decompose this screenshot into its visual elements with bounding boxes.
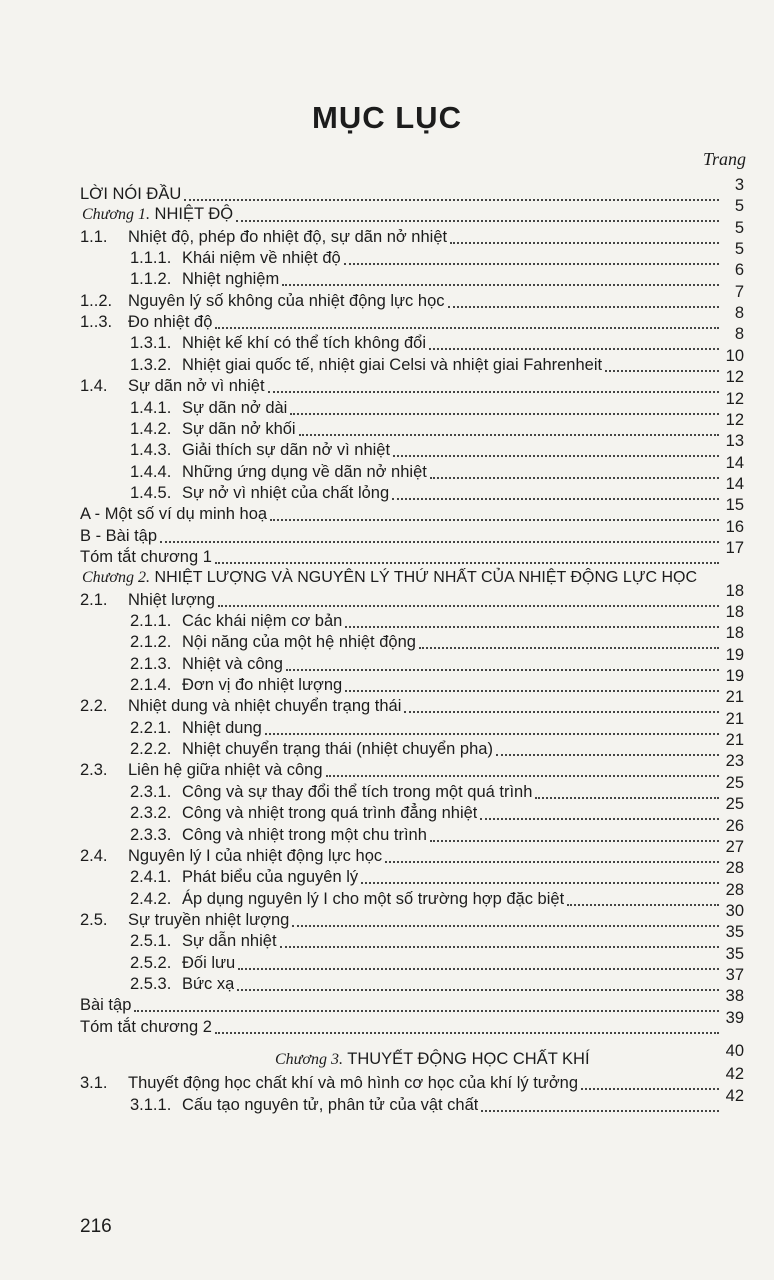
page-ref: 17 [725,538,744,557]
section-number: 2.3.1. [130,782,172,801]
section-number: 1..2. [80,291,113,310]
entry-title: Đối lưu [182,953,236,972]
toc-entry-text [130,332,426,354]
toc-entry [0,624,774,653]
page-ref: 8 [734,325,744,344]
dot-leader [215,327,719,329]
toc-entry [0,731,774,760]
entry-title: Bức xạ [182,974,235,993]
toc-entry [0,709,774,739]
toc-entry-text [130,268,279,290]
entry-title: Nguyên lý số không của nhiệt động lực học [128,291,445,310]
dot-leader [361,882,719,884]
dot-leader [567,904,719,906]
toc-entry [0,923,774,952]
toc-entry-text [80,375,265,397]
page-column-label: Trang [702,149,746,169]
toc-entry [0,795,774,824]
toc-entry-text [80,909,289,931]
toc-entry [0,688,774,717]
dot-leader [605,370,719,372]
page-ref: 19 [725,645,744,664]
dot-leader [430,840,719,842]
dot-leader [292,925,719,927]
page-ref: 18 [725,603,744,621]
entry-title: Nhiệt lượng [128,590,215,609]
entry-title: Tóm tắt chương 1 [80,547,212,566]
dot-leader [134,1010,719,1012]
toc-entry [0,538,774,568]
section-number: 2.2.2. [130,740,172,759]
toc-entry [0,389,774,419]
toc-entry [0,859,774,888]
page-ref: 40 [725,1042,744,1060]
entry-title: Nội năng của một hệ nhiệt động [182,633,416,652]
page-ref: 10 [725,346,744,365]
toc-entry-text [80,290,445,312]
section-number: 2.3.3. [130,825,172,844]
toc-entry-text [80,759,323,781]
toc-entry [0,496,774,525]
section-number: 2.5.1. [130,932,172,951]
chapter-label: Chương 3. [275,1051,343,1068]
dot-leader [393,455,719,457]
page-ref: 42 [725,1065,744,1084]
section-number: 1.1.2. [130,270,172,289]
section-number: 2.2.1. [130,718,172,737]
toc-entry [0,944,774,974]
page-ref: 12 [725,368,744,387]
section-number: 1.1. [80,227,108,246]
toc-entry [0,197,774,226]
entry-title: Những ứng dụng về dãn nở nhiệt [182,462,427,481]
toc-entry-text [130,738,493,760]
entry-title: Nhiệt giai quốc tế, nhiệt giai Celsi và nhiệt giai Fahrenheit [182,355,603,374]
toc-entry [0,240,774,269]
page-ref: 19 [725,667,744,686]
dot-leader [481,1110,719,1112]
toc-entry [0,965,774,995]
toc-entry-text [130,247,341,269]
dot-leader [215,562,719,564]
toc-entry-text [80,845,382,867]
dot-leader [280,946,719,948]
dot-leader [430,477,719,479]
dot-leader [448,306,720,308]
toc-entry [0,567,774,589]
dot-leader [282,284,719,286]
toc-entry-text [130,973,234,995]
page-ref: 21 [725,709,744,728]
page-ref: 14 [725,474,744,493]
toc-entry-text [80,311,212,333]
toc-entry [0,1042,774,1071]
entry-title: Công và sự thay đổi thể tích trong một quá trình [182,782,533,801]
section-number: 2.1.4. [130,676,172,695]
page-ref: 16 [725,517,744,536]
toc-entry [0,581,774,611]
toc-entry [0,752,774,781]
dot-leader [268,391,719,393]
dot-leader [496,754,719,756]
dot-leader [385,861,719,863]
page-ref: 7 [734,282,744,301]
entry-title: Nhiệt chuyển trạng thái (nhiệt chuyển pha) [182,740,493,759]
toc-entry-text [130,354,602,376]
entry-title: THUYẾT ĐỘNG HỌC CHẤT KHÍ [347,1050,590,1068]
dot-leader [160,541,719,543]
entry-title: Thuyết động học chất khí và mô hình cơ học của khí lý tưởng [128,1074,579,1093]
toc-entry [0,453,774,483]
section-number: 2.5. [80,910,108,929]
toc-entry [0,603,774,632]
toc-entry-text [130,866,358,888]
section-number: 1.3.1. [130,334,172,353]
page-ref: 12 [725,389,744,408]
toc-entry-text [130,397,287,419]
entry-title: Tóm tắt chương 2 [80,1017,212,1036]
dot-leader [419,647,719,649]
toc-entry-text [80,525,157,547]
entry-title: Nhiệt dung [182,718,262,737]
section-number: 1.4.2. [130,419,172,438]
page-ref: 42 [725,1086,744,1105]
dot-leader [299,434,719,436]
section-number: 2.1.3. [130,654,172,673]
toc-entry-text [130,824,427,846]
entry-title: Giải thích sự dãn nở vì nhiệt [182,441,391,460]
dot-leader [218,605,719,607]
toc-entry-text [130,952,235,974]
page-ref: 26 [725,816,744,835]
toc-entry [0,368,774,397]
entry-title: Khái niệm về nhiệt độ [182,249,341,268]
page-ref: 15 [725,496,744,515]
page-ref: 13 [725,432,744,451]
entry-title: Nhiệt nghiệm [182,270,280,289]
toc-entry-text [130,674,342,696]
section-number: 1.4.1. [130,398,172,417]
dot-leader [535,797,719,799]
toc-entry [0,816,774,846]
entry-title: Sự dẫn nhiệt [182,932,277,951]
entry-title: Nhiệt độ, phép đo nhiệt độ, sự dãn nở nhiệt [128,227,448,246]
section-number: 3.1. [80,1074,108,1093]
page-ref: 28 [725,859,744,878]
toc-entry-text [130,781,532,803]
toc-entry-text [130,461,427,483]
section-number: 2.4.2. [130,889,172,908]
chapter-label: Chương 1. [82,206,150,224]
toc-entry-text [80,546,212,568]
page-title: MỤC LỤC [312,100,462,135]
dot-leader [344,263,719,265]
section-number: 2.2. [80,697,108,716]
toc-entry-text [80,1072,578,1094]
entry-title: Sự dãn nở khối [182,419,296,438]
page-ref: 18 [725,581,744,600]
toc-entry [0,773,774,803]
dot-leader [236,220,719,222]
entry-title: Đo nhiệt độ [128,313,213,332]
dot-leader [581,1088,719,1090]
toc-entry [0,432,774,461]
entry-title: Công và nhiệt trong một chu trình [182,825,427,844]
section-number: 2.3.2. [130,804,172,823]
page-number: 216 [80,1216,112,1237]
entry-title: NHIỆT ĐỘ [154,205,234,224]
entry-title: B - Bài tập [80,526,158,545]
entry-title: Nhiệt và công [182,654,283,673]
toc-entry [0,901,774,931]
toc-entry [0,282,774,312]
toc-entry-text [130,418,296,440]
entry-title: Công và nhiệt trong quá trình đẳng nhiệt [182,804,478,823]
toc-entry-text [80,183,181,205]
page-ref: 27 [725,837,744,856]
page-ref: 35 [725,944,744,963]
section-number: 1.4. [80,377,108,396]
toc-entry [0,1086,774,1116]
dot-leader [392,498,719,500]
toc-entry-text [130,482,389,504]
page-ref: 12 [725,410,744,429]
entry-title: Phát biểu của nguyên lý [182,868,359,887]
page-ref: 5 [734,197,744,216]
toc-entry-text [80,994,131,1016]
toc-entry-text [130,717,262,739]
dot-leader [290,413,719,415]
dot-leader [450,242,719,244]
section-number: 1.3.2. [130,355,172,374]
entry-title: LỜI NÓI ĐẦU [80,185,182,203]
page-ref: 6 [734,261,744,280]
section-number: 1.4.5. [130,483,172,502]
toc-entry [0,837,774,867]
dot-leader [286,669,719,671]
page-ref: 5 [734,240,744,259]
toc-entry-text [130,610,342,632]
toc-entry [0,410,774,440]
toc-entry [0,880,774,910]
toc-entry-text [80,503,267,525]
toc-entry-text [130,930,277,952]
toc-entry-text [130,1094,478,1116]
section-number: 2.1. [80,590,108,609]
dot-leader [184,199,719,201]
entry-title: Sự truyền nhiệt lượng [128,910,290,929]
toc-entry [0,667,774,696]
toc-entry [0,1065,774,1094]
section-number: 2.3. [80,761,108,780]
section-number: 2.1.2. [130,633,172,652]
toc-entry [0,325,774,354]
section-number: 2.5.2. [130,953,172,972]
dot-leader [480,818,719,820]
dot-leader [326,775,719,777]
toc-entry-text [130,888,564,910]
entry-title: Sự nở vì nhiệt của chất lỏng [182,483,390,502]
toc-entry-text [275,1048,590,1071]
toc-entry-text [130,631,416,653]
page-ref: 8 [734,304,744,323]
page-ref: 28 [725,880,744,899]
page-ref: 38 [725,987,744,1006]
page-ref: 25 [725,795,744,814]
section-number: 1.4.3. [130,441,172,460]
page-ref: 23 [725,752,744,771]
dot-leader [345,626,719,628]
dot-leader [238,968,719,970]
toc-entry-text [80,695,401,717]
entry-title: Cấu tạo nguyên tử, phân tử của vật chất [182,1095,479,1114]
entry-title: Nhiệt kế khí có thể tích không đổi [182,334,426,353]
toc-entry [0,987,774,1016]
toc-entry-text [82,566,697,589]
toc-entry-text [130,653,283,675]
entry-title: NHIỆT LƯỢNG VÀ NGUYÊN LÝ THỨ NHẤT CỦA NHIỆT ĐỘNG LỰC HỌC [154,569,698,587]
entry-title: Bài tập [80,996,132,1015]
page-ref: 30 [725,901,744,920]
toc-entry [0,645,774,675]
entry-title: Các khái niệm cơ bản [182,612,343,630]
toc-entry [0,346,774,376]
section-number: 3.1.1. [130,1095,172,1114]
dot-leader [345,690,719,692]
page-ref: 14 [725,453,744,472]
toc-entry-text [130,439,390,461]
entry-title: Nguyên lý I của nhiệt động lực học [128,846,383,865]
page-ref: 5 [734,218,744,237]
dot-leader [265,733,719,735]
section-number: 2.5.3. [130,974,172,993]
page-ref: 37 [725,965,744,984]
entry-title: Sự dãn nở dài [182,398,288,417]
page-ref: 25 [725,773,744,792]
chapter-label: Chương 2. [82,569,150,587]
toc-entry-text [80,226,447,248]
page-ref: 21 [725,731,744,750]
page-ref: 3 [734,176,744,194]
toc-entry [0,176,774,205]
toc-entry [0,474,774,504]
entry-title: Liên hệ giữa nhiệt và công [128,761,323,780]
section-number: 1.4.4. [130,462,172,481]
section-number: 1..3. [80,313,113,332]
toc-entry [0,304,774,333]
section-number: 2.4.1. [130,868,172,887]
page-ref: 18 [725,624,744,643]
dot-leader [429,348,719,350]
toc-entry [0,1008,774,1038]
toc-entry-text [130,802,477,824]
entry-title: Đơn vị đo nhiệt lượng [182,676,343,695]
dot-leader [237,989,719,991]
dot-leader [404,711,719,713]
dot-leader [270,519,719,521]
toc-entry [0,517,774,547]
entry-title: Nhiệt dung và nhiệt chuyển trạng thái [128,697,402,716]
page-ref: 21 [725,688,744,707]
toc-entry-text [80,1016,212,1038]
page-ref: 39 [725,1008,744,1027]
entry-title: Sự dãn nở vì nhiệt [128,377,265,396]
entry-title: A - Một số ví dụ minh hoạ [80,505,268,524]
dot-leader [215,1032,719,1034]
section-number: 1.1.1. [130,249,172,268]
toc-entry-text [80,589,215,611]
toc-entry-text [82,203,233,226]
section-number: 2.1.1. [130,612,172,630]
toc-entry [0,218,774,248]
toc-entry [0,261,774,290]
page-ref: 35 [725,923,744,942]
entry-title: Áp dụng nguyên lý I cho một số trường hợp đặc biệt [182,889,565,908]
section-number: 2.4. [80,846,108,865]
